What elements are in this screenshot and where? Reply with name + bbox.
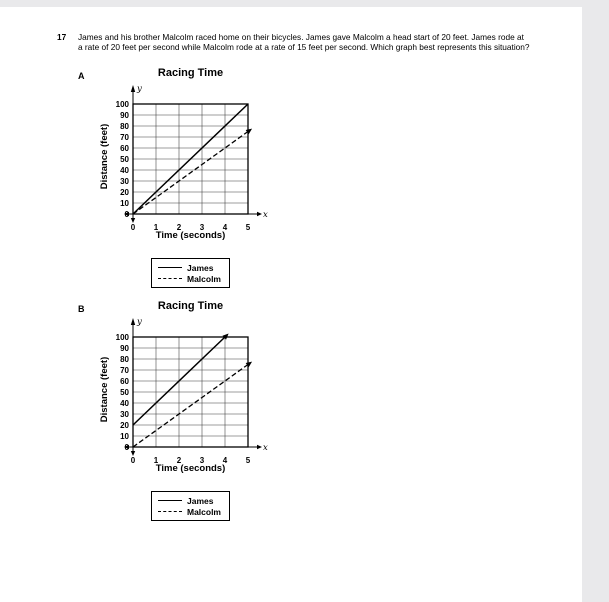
svg-text:40: 40 <box>120 398 129 408</box>
option-label-b: B <box>78 304 85 314</box>
series-line-malcolm <box>133 132 248 215</box>
svg-text:80: 80 <box>120 354 129 364</box>
legend-label: Malcolm <box>186 273 221 284</box>
svg-text:3: 3 <box>199 456 205 465</box>
chart-legend <box>151 258 230 288</box>
svg-text:2: 2 <box>176 456 182 465</box>
svg-text:60: 60 <box>120 376 129 386</box>
svg-text:100: 100 <box>115 99 129 109</box>
svg-text:50: 50 <box>120 387 129 397</box>
svg-text:90: 90 <box>120 343 129 353</box>
legend-solid-line-sample <box>158 267 182 268</box>
svg-text:100: 100 <box>115 332 129 342</box>
svg-text:5: 5 <box>245 456 251 465</box>
svg-text:30: 30 <box>120 176 129 186</box>
series-line-malcolm <box>133 365 248 448</box>
svg-text:4: 4 <box>222 456 228 465</box>
graph-option-a <box>97 67 279 288</box>
svg-text:90: 90 <box>120 110 129 120</box>
y-axis-title-wrap <box>97 80 113 232</box>
legend-solid-line-sample <box>158 500 182 501</box>
svg-text:0: 0 <box>130 223 136 232</box>
x-axis-title: Time (seconds) <box>155 230 226 241</box>
svg-text:1: 1 <box>153 456 159 465</box>
x-axis-title: Time (seconds) <box>155 463 226 474</box>
svg-text:10: 10 <box>120 198 129 208</box>
y-axis-title: Distance (feet) <box>99 123 111 189</box>
chart-row <box>97 313 279 465</box>
svg-text:50: 50 <box>120 154 129 164</box>
y-axis-title: Distance (feet) <box>99 356 111 422</box>
question-number: 17 <box>57 32 67 42</box>
svg-text:2: 2 <box>176 223 182 232</box>
svg-text:80: 80 <box>120 121 129 131</box>
plot-area <box>113 80 279 232</box>
chart-title: Racing Time <box>157 300 224 312</box>
legend-row <box>158 495 221 506</box>
svg-text:0: 0 <box>124 442 129 452</box>
graph-option-b <box>97 300 279 521</box>
svg-text:5: 5 <box>245 223 251 232</box>
chart-legend <box>151 491 230 521</box>
legend-label: James <box>186 495 214 506</box>
svg-text:20: 20 <box>120 420 129 430</box>
plot-area <box>113 313 279 465</box>
svg-text:3: 3 <box>199 223 205 232</box>
option-label-a: A <box>78 71 85 81</box>
svg-text:40: 40 <box>120 165 129 175</box>
chart-row <box>97 80 279 232</box>
svg-text:x: x <box>263 443 268 453</box>
legend-row <box>158 273 221 284</box>
svg-text:10: 10 <box>120 431 129 441</box>
svg-text:60: 60 <box>120 143 129 153</box>
worksheet-page <box>0 7 582 602</box>
svg-text:70: 70 <box>120 365 129 375</box>
legend-row <box>158 262 221 273</box>
svg-text:y: y <box>137 317 142 327</box>
graph-svg <box>113 313 279 465</box>
chart-title: Racing Time <box>157 67 224 79</box>
legend-row <box>158 506 221 517</box>
svg-text:0: 0 <box>124 209 129 219</box>
svg-text:y: y <box>137 84 142 94</box>
svg-text:20: 20 <box>120 187 129 197</box>
legend-dashed-line-sample <box>158 278 182 279</box>
legend-dashed-line-sample <box>158 511 182 512</box>
svg-text:x: x <box>263 210 268 220</box>
graph-svg <box>113 80 279 232</box>
legend-label: James <box>186 262 214 273</box>
question-text: James and his brother Malcolm raced home on their bicycles. James gave Malcolm a head start of 20 feet. James rode at a rate of 20 feet per second while Malcolm rode at a rate of 15 feet per second. Which graph best represents this situation? <box>78 32 530 53</box>
svg-text:0: 0 <box>130 456 136 465</box>
y-axis-title-wrap <box>97 313 113 465</box>
legend-wrap <box>97 491 279 521</box>
svg-text:1: 1 <box>153 223 159 232</box>
legend-wrap <box>97 258 279 288</box>
svg-text:30: 30 <box>120 409 129 419</box>
svg-text:4: 4 <box>222 223 228 232</box>
legend-label: Malcolm <box>186 506 221 517</box>
svg-text:70: 70 <box>120 132 129 142</box>
